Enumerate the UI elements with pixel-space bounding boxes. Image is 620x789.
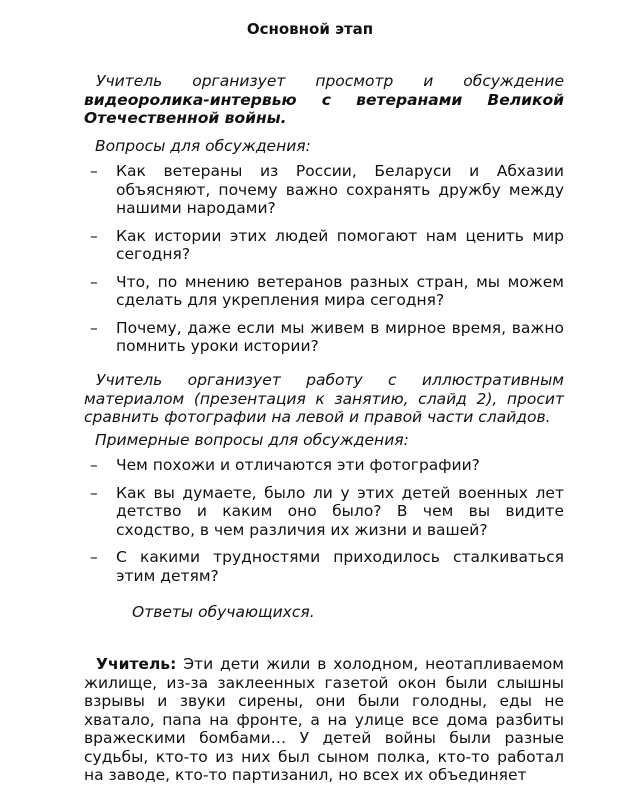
section-title: Основной этап xyxy=(246,20,374,38)
list-item xyxy=(84,456,564,475)
sample-questions-heading: Примерные вопросы для обсуждения: xyxy=(95,431,409,449)
dash-marker: – xyxy=(90,272,98,291)
list-item xyxy=(84,227,564,264)
illustrative-paragraph: Учитель организует работу с иллюстративным материалом (презентация к занятию, слайд 2), просит сравнить фотографии на левой и правой части слайдов. xyxy=(84,371,564,426)
dash-marker: – xyxy=(90,226,98,245)
intro-paragraph xyxy=(84,72,564,128)
teacher-paragraph xyxy=(84,655,564,785)
question-text: Как истории этих людей помогают нам ценить мир сегодня? xyxy=(116,226,564,263)
dash-marker: – xyxy=(90,162,98,180)
dash-marker: – xyxy=(90,548,98,566)
question-text: Как ветераны из России, Беларуси и Абхазии объясняют, почему важно сохранять дружбу между нашими народами? xyxy=(116,162,564,217)
list-item xyxy=(84,548,564,585)
teacher-text: Эти дети жили в холодном, неотапливаемом жилище, из-за заклеенных газетой окон были слышны взрывы и звуки сирены, они были голодны, еды не хватало, папа на фронте, а на улице все дома разбиты вражескими бомбами… У детей войны были разные судьбы, кто-то из них был сыном полка, кто-то работал на заводе, кто-то партизанил, но всех их объединяет xyxy=(84,655,564,784)
intro-italic-text: Учитель организует просмотр и обсуждение xyxy=(96,72,564,90)
dash-marker: – xyxy=(90,318,98,337)
student-answers-note: Ответы обучающихся. xyxy=(132,603,315,621)
question-text: Что, по мнению ветеранов разных стран, мы можем сделать для укрепления мира сегодня? xyxy=(116,272,564,309)
questions-heading: Вопросы для обсуждения: xyxy=(95,137,311,155)
discussion-questions-list xyxy=(84,162,564,365)
list-item xyxy=(84,162,564,218)
dash-marker: – xyxy=(90,483,98,502)
list-item xyxy=(84,273,564,310)
question-text: Как вы думаете, было ли у этих детей военных лет детство и каким оно было? В чем вы видите сходство, в чем различия их жизни и вашей? xyxy=(116,483,564,539)
question-text: С какими трудностями приходилось сталкиваться этим детям? xyxy=(116,548,564,585)
question-text: Почему, даже если мы живем в мирное время, важно помнить уроки истории? xyxy=(116,318,564,355)
list-item xyxy=(84,319,564,356)
list-item xyxy=(84,484,564,540)
question-text: Чем похожи и отличаются эти фотографии? xyxy=(116,456,480,474)
dash-marker: – xyxy=(90,456,98,474)
teacher-label: Учитель: xyxy=(96,655,177,673)
intro-bold-text: видеоролика-интервью с ветеранами Великой Отечественной войны. xyxy=(84,90,564,127)
sample-questions-list xyxy=(84,456,564,594)
